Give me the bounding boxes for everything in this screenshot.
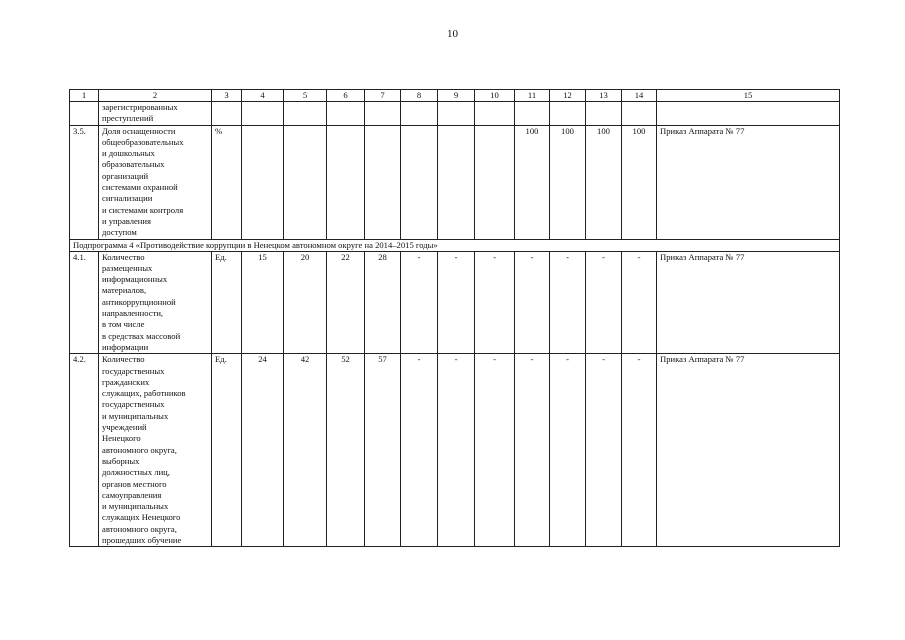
subprogram-row (70, 239, 840, 251)
value-cell: 42 (284, 354, 327, 547)
header-cell: 10 (475, 90, 515, 102)
value-cell: - (401, 251, 438, 354)
value-cell: 24 (242, 354, 284, 547)
value-cell (401, 125, 438, 239)
value-cell (327, 125, 365, 239)
indicator-line: Количество (102, 354, 145, 365)
value-cell (438, 102, 475, 126)
indicator-line: размещенных (102, 262, 153, 273)
indicator-line: общеобразовательных (102, 136, 184, 147)
indicator-line: зарегистрированных (102, 102, 178, 112)
value-cell: - (475, 251, 515, 354)
value-cell (515, 102, 550, 126)
indicator-line: в средствах массовой (102, 330, 181, 341)
value-cell (401, 102, 438, 126)
indicator-name (99, 354, 212, 547)
value-cell: 100 (622, 125, 657, 239)
indicator-line: выборных (102, 455, 140, 466)
table-row (70, 125, 840, 239)
indicator-line: гражданских (102, 376, 150, 387)
value-cell: - (550, 251, 586, 354)
header-cell: 14 (622, 90, 657, 102)
indicator-line: антикоррупционной (102, 296, 176, 307)
header-cell: 8 (401, 90, 438, 102)
indicator-line: системами охранной (102, 182, 178, 193)
value-cell: 28 (365, 251, 401, 354)
value-cell (550, 102, 586, 126)
indicator-name (99, 251, 212, 354)
unit-cell (212, 102, 242, 126)
value-cell: 52 (327, 354, 365, 547)
document-cell: Приказ Аппарата № 77 (657, 125, 840, 239)
value-cell: 22 (327, 251, 365, 354)
indicator-line: автономного округа, (102, 523, 177, 534)
indicator-line: автономного округа, (102, 444, 177, 455)
unit-cell: % (212, 125, 242, 239)
header-cell: 11 (515, 90, 550, 102)
indicator-line: прошедших обучение (102, 534, 182, 545)
indicator-name (99, 125, 212, 239)
value-cell: - (550, 354, 586, 547)
value-cell (284, 102, 327, 126)
indicator-line: и дошкольных (102, 148, 155, 159)
indicator-table (69, 89, 840, 547)
value-cell (586, 102, 622, 126)
indicator-line: служащих, работников (102, 388, 186, 399)
page-number: 10 (447, 28, 458, 40)
row-number: 4.2. (70, 354, 99, 547)
document-cell: Приказ Аппарата № 77 (657, 354, 840, 547)
header-cell: 7 (365, 90, 401, 102)
value-cell: 100 (550, 125, 586, 239)
indicator-line: Количество (102, 251, 145, 262)
header-cell: 4 (242, 90, 284, 102)
value-cell (622, 102, 657, 126)
value-cell: - (515, 251, 550, 354)
indicator-line: в том числе (102, 319, 145, 330)
value-cell: 15 (242, 251, 284, 354)
indicator-line: направленности, (102, 308, 164, 319)
document-cell: Приказ Аппарата № 77 (657, 251, 840, 354)
indicator-line: должностных лиц, (102, 467, 170, 478)
unit-cell: Ед. (212, 251, 242, 354)
header-cell: 9 (438, 90, 475, 102)
subprogram-title: Подпрограмма 4 «Противодействие коррупции в Ненецком автономном округе на 2014–2015 годы» (70, 239, 840, 251)
value-cell: 100 (586, 125, 622, 239)
indicator-line: материалов, (102, 285, 147, 296)
value-cell: 20 (284, 251, 327, 354)
indicator-line: органов местного (102, 478, 167, 489)
indicator-line: сигнализации (102, 193, 153, 204)
value-cell: - (438, 251, 475, 354)
row-number: 3.5. (70, 125, 99, 239)
value-cell (438, 125, 475, 239)
header-cell: 6 (327, 90, 365, 102)
row-number: 4.1. (70, 251, 99, 354)
table-row (70, 102, 840, 126)
document-cell (657, 102, 840, 126)
value-cell (284, 125, 327, 239)
value-cell (365, 125, 401, 239)
indicator-line: и системами контроля (102, 204, 184, 215)
header-cell: 12 (550, 90, 586, 102)
header-cell: 5 (284, 90, 327, 102)
indicator-line: служащих Ненецкого (102, 512, 181, 523)
value-cell (475, 102, 515, 126)
indicator-line: доступом (102, 227, 137, 238)
indicator-line: Ненецкого (102, 433, 141, 444)
header-row (70, 90, 840, 102)
header-cell: 15 (657, 90, 840, 102)
indicator-line: организаций (102, 170, 149, 181)
indicator-line: и муниципальных (102, 501, 169, 512)
value-cell: 100 (515, 125, 550, 239)
header-cell: 2 (99, 90, 212, 102)
value-cell (242, 125, 284, 239)
indicator-line: Доля оснащенности (102, 125, 176, 136)
value-cell (475, 125, 515, 239)
value-cell (365, 102, 401, 126)
indicator-name (99, 102, 212, 126)
value-cell: - (438, 354, 475, 547)
indicator-line: и управления (102, 215, 151, 226)
value-cell: 57 (365, 354, 401, 547)
indicator-line: информации (102, 341, 149, 352)
indicator-line: самоуправления (102, 489, 162, 500)
unit-cell: Ед. (212, 354, 242, 547)
table-row (70, 251, 840, 354)
table-row (70, 354, 840, 547)
header-cell: 3 (212, 90, 242, 102)
value-cell (327, 102, 365, 126)
header-cell: 13 (586, 90, 622, 102)
value-cell: - (515, 354, 550, 547)
indicator-line: образовательных (102, 159, 165, 170)
value-cell: - (622, 251, 657, 354)
indicator-line: учреждений (102, 422, 147, 433)
value-cell: - (622, 354, 657, 547)
value-cell (242, 102, 284, 126)
indicator-line: преступлений (102, 113, 154, 124)
value-cell: - (475, 354, 515, 547)
indicator-line: государственных (102, 399, 165, 410)
row-number (70, 102, 99, 126)
value-cell: - (586, 251, 622, 354)
indicator-line: информационных (102, 274, 168, 285)
indicator-line: и муниципальных (102, 410, 169, 421)
value-cell: - (401, 354, 438, 547)
header-cell: 1 (70, 90, 99, 102)
value-cell: - (586, 354, 622, 547)
indicator-line: государственных (102, 365, 165, 376)
